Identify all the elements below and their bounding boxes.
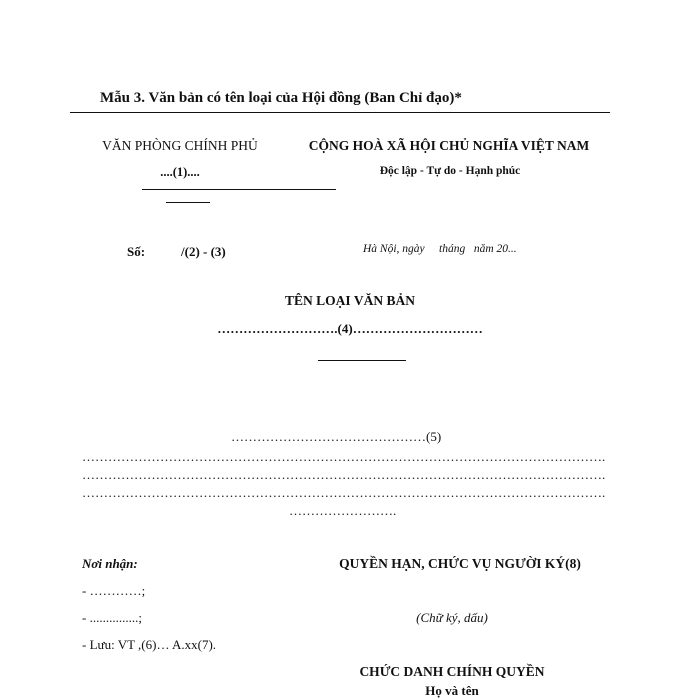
agency-underline [166,202,210,203]
agency-name: VĂN PHÒNG CHÍNH PHỦ [102,138,258,153]
number-value: /(2) - (3) [181,244,226,259]
recipient-item: - Lưu: VT ,(6)… A.xx(7). [82,637,217,652]
signer-authority: QUYỀN HẠN, CHỨC VỤ NGƯỜI KÝ(8) [339,556,581,571]
signer-full-name: Họ và tên [425,683,479,698]
body-content-line: …………………………………………………………………………………………………………. [82,486,606,499]
place-date: Hà Nội, ngày tháng năm 20... [363,243,517,255]
signer-position-title: CHỨC DANH CHÍNH QUYỀN [359,664,545,679]
recipients-label: Nơi nhận: [82,556,138,571]
form-title: Mẫu 3. Văn bản có tên loại của Hội đồng (Ban Chỉ đạo)* [100,90,462,106]
signature-note: (Chữ ký, dấu) [416,610,488,625]
body-intro-line: ………………………………………(5) [231,429,442,444]
body-content-line: …………………………………………………………………………………………………………. [82,450,606,463]
number-label: Số: [127,244,146,259]
subject-underline [318,360,406,361]
motto-underline [142,189,336,190]
body-closing-line: ……………………. [289,503,397,518]
recipient-item: - …………; [82,583,146,598]
body-content-line: …………………………………………………………………………………………………………. [82,468,606,481]
national-motto: Độc lập - Tự do - Hạnh phúc [379,165,521,177]
agency-sub: ....(1).... [160,165,200,179]
title-divider [70,112,610,113]
document-subject: ……………………….(4)………………………… [217,321,483,336]
document-type: TÊN LOẠI VĂN BẢN [285,293,415,308]
recipient-item: - ...............; [82,610,142,625]
national-title: CỘNG HOÀ XÃ HỘI CHỦ NGHĨA VIỆT NAM [308,138,590,153]
